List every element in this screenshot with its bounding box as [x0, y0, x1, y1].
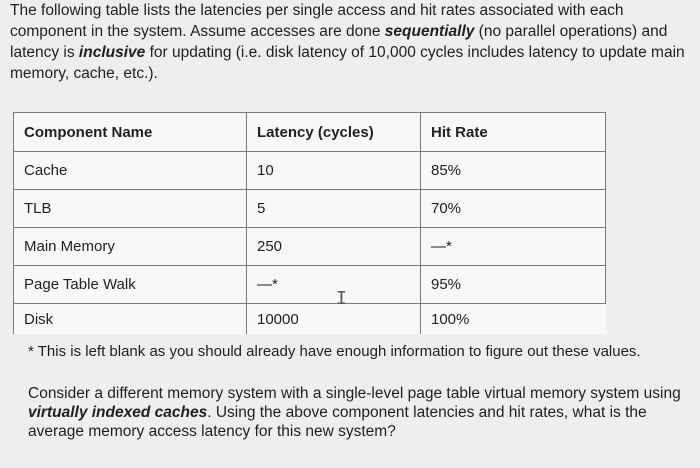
table-footnote: * This is left blank as you should already have enough information to figure out these values. — [28, 343, 641, 360]
table-cell: 5 — [247, 190, 421, 228]
latency-table — [13, 112, 606, 334]
table-cell: —* — [247, 266, 421, 304]
text-cursor-icon: I — [336, 288, 347, 309]
emphasis-virtually-indexed-caches: virtually indexed caches — [28, 404, 208, 421]
table-cell: TLB — [14, 190, 247, 228]
table-row — [14, 266, 606, 304]
table-cell: Disk — [14, 304, 247, 335]
table-row — [14, 190, 606, 228]
table-cell: 100% — [421, 304, 606, 335]
table-row — [14, 228, 606, 266]
table-cell: Main Memory — [14, 228, 247, 266]
table-cell: Cache — [14, 152, 247, 190]
emphasis-sequentially: sequentially — [384, 23, 475, 40]
column-header: Hit Rate — [421, 113, 606, 152]
table-cell: Page Table Walk — [14, 266, 247, 304]
problem-intro: The following table lists the latencies per single access and hit rates associated with each component in the system. Assume accesses are done sequentially (no parallel operations) and latency is inclusive for updating (i.e. disk latency of 10,000 cycles includes latency to update main memory, cache, etc.). — [10, 2, 685, 82]
column-header: Component Name — [14, 113, 247, 152]
table-cell: 70% — [421, 190, 606, 228]
table-cell: 95% — [421, 266, 606, 304]
problem-question: Consider a different memory system with a single-level page table virtual memory system using virtually indexed caches. Using the above component latencies and hit rates, what is the average memory access latency for this new system? — [28, 385, 681, 440]
emphasis-inclusive: inclusive — [78, 44, 146, 61]
table-row — [14, 152, 606, 190]
column-header: Latency (cycles) — [247, 113, 421, 152]
table-cell: 85% — [421, 152, 606, 190]
table-cell: 10 — [247, 152, 421, 190]
table-cell: 10000 — [247, 304, 421, 335]
table-header-row — [14, 113, 606, 152]
table-cell: —* — [421, 228, 606, 266]
table-row — [14, 304, 606, 335]
table-cell: 250 — [247, 228, 421, 266]
